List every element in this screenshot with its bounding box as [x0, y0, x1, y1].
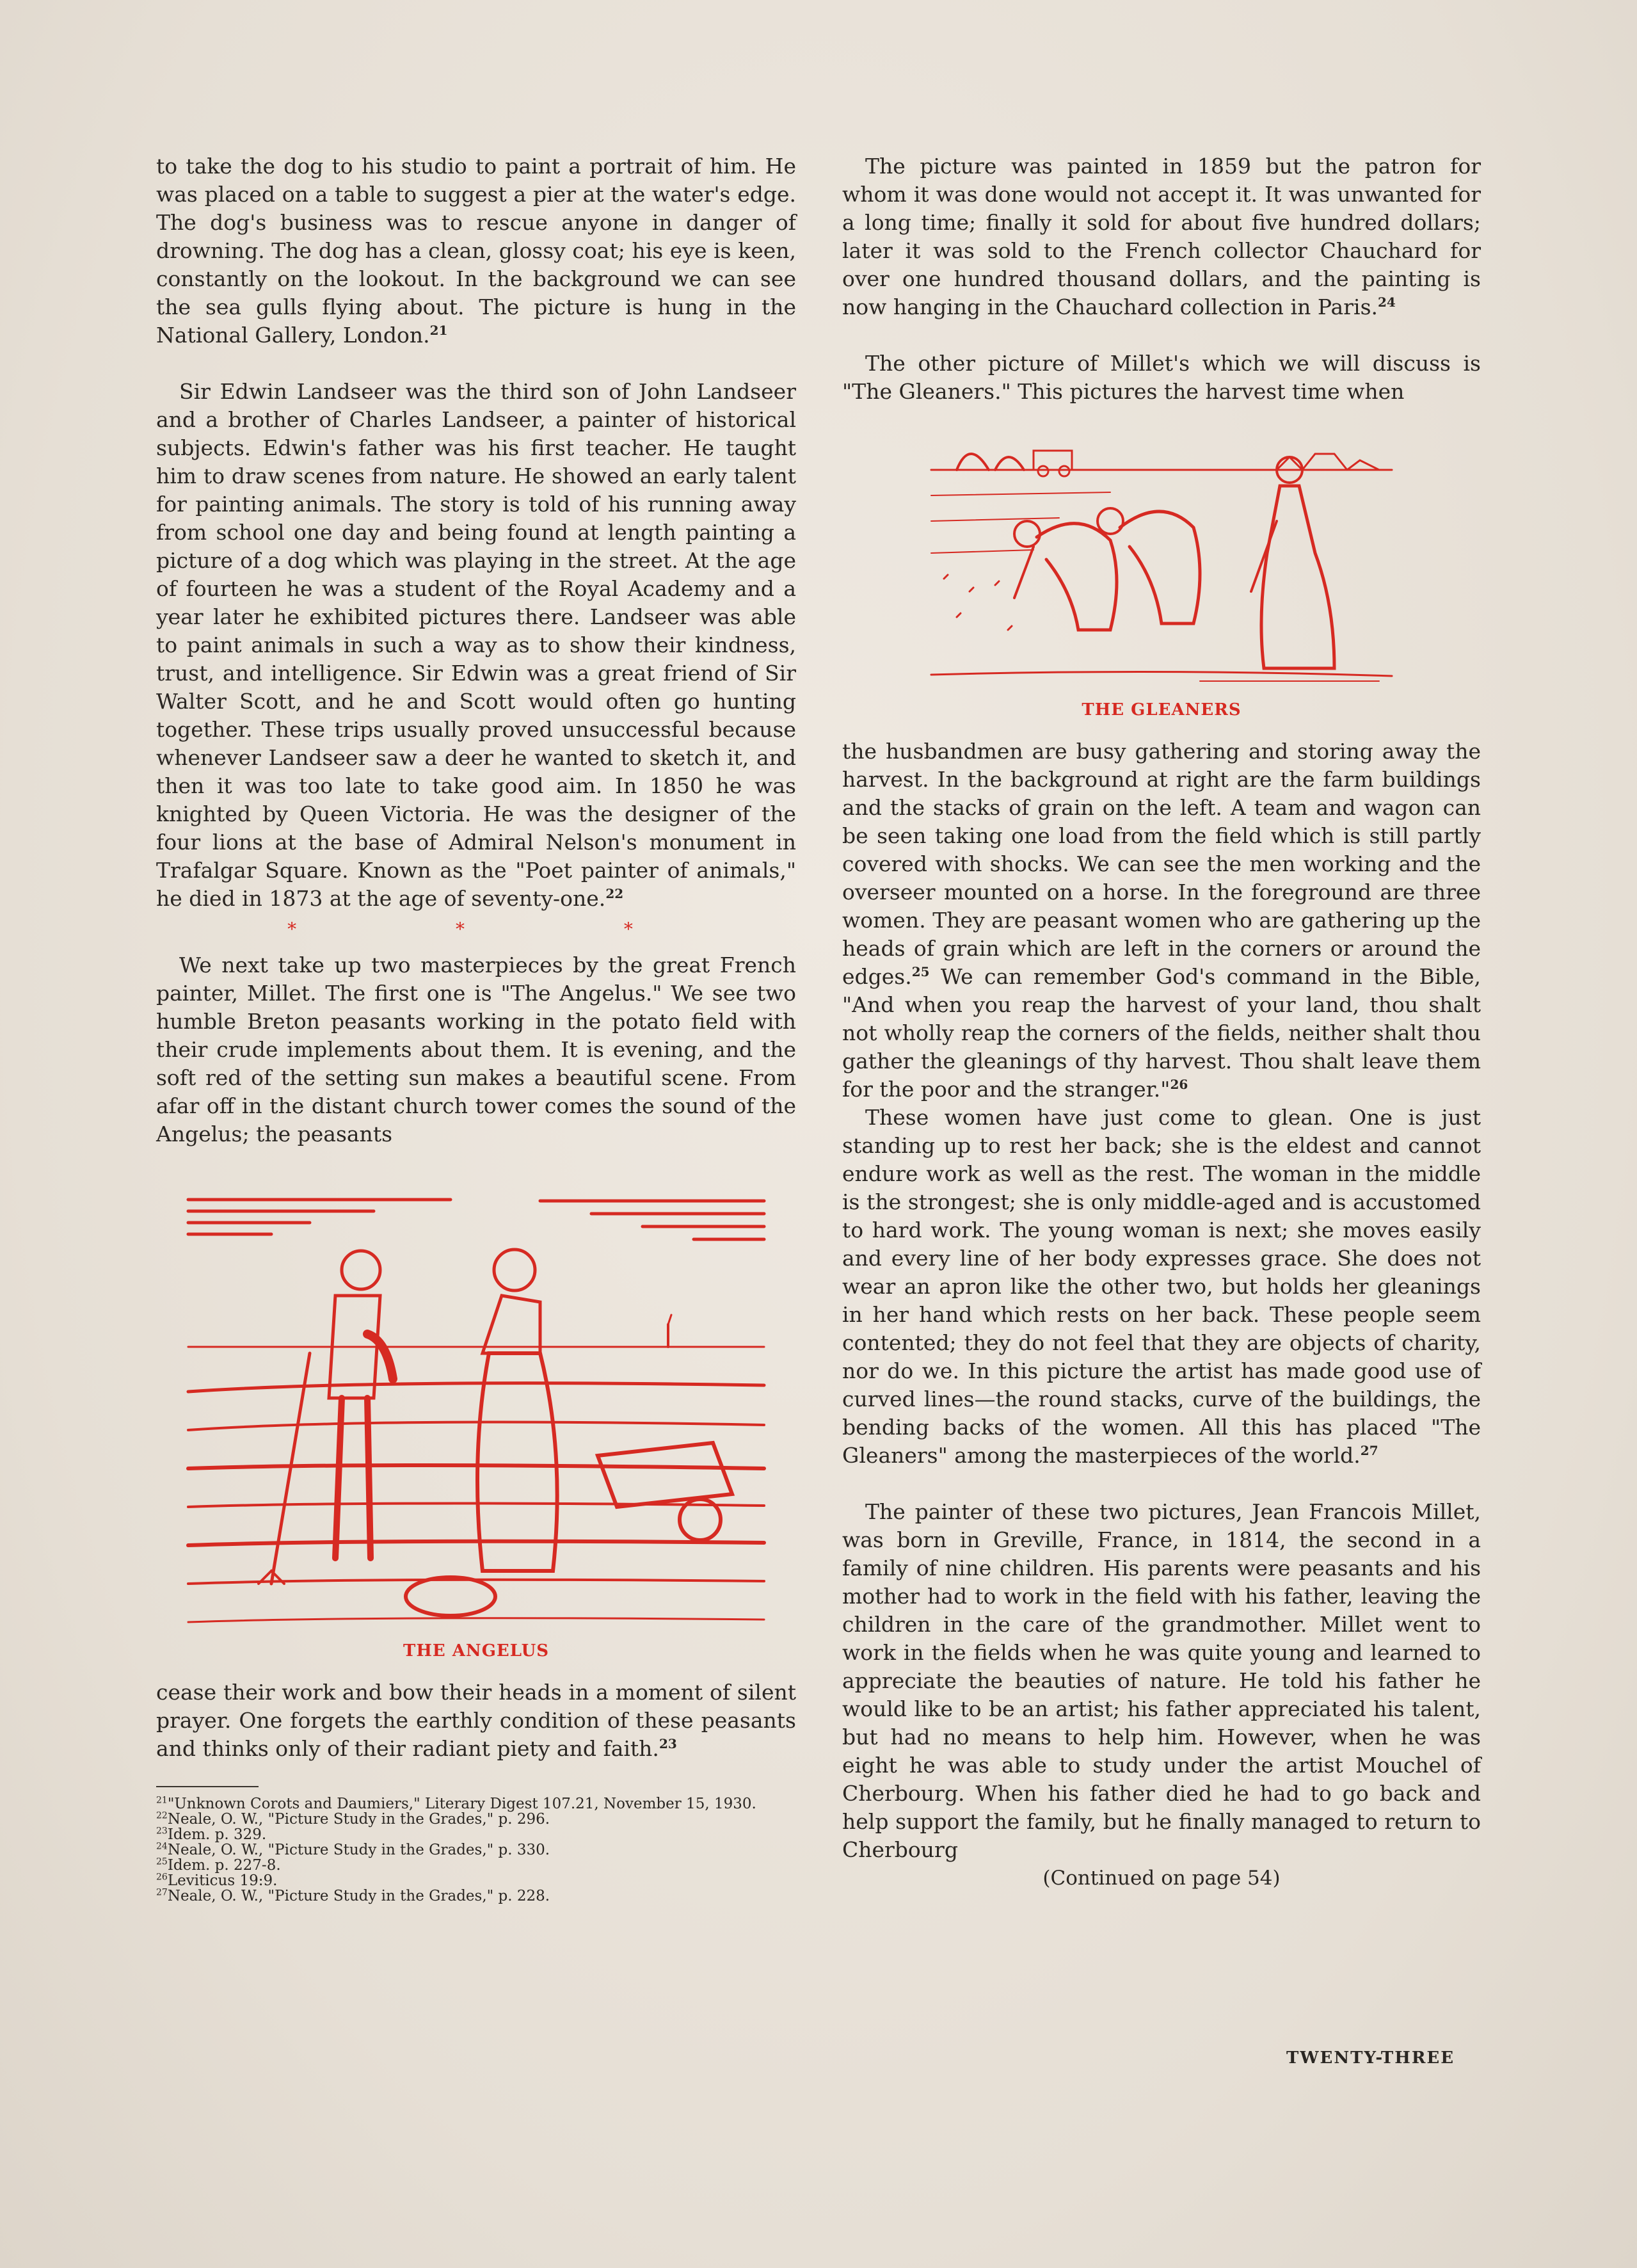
gleaners-caption: THE GLEANERS — [1082, 700, 1242, 720]
footnote-ref: 22 — [605, 886, 624, 901]
continued-note: (Continued on page 54) — [1042, 1867, 1281, 1890]
paragraph-gleaners-description: the husbandmen are busy gathering and storing away the harvest. In the background at right are the farm buildings and the stacks of grain on the left. A team and wagon can be seen taking one load from the field which is still partly covered with shocks. We can see the men working and the overseer mounted on a horse. In the foreground are three women. They are peasant women who are gathering up the heads of grain which are left in the corners or around the edges.$^{25}$ We can remember God's command in the Bible, "And when you reap the harvest of your land, thou shalt not wholly reap the corners of the fields, neither shalt thou gather the gleanings of thy harvest. Thou shalt leave them for the poor and the stranger."$^{26}$ — [842, 739, 1481, 1102]
footnote: $^{27}$Neale, O. W., "Picture Study in the Grades," p. 228. — [156, 1887, 550, 1904]
footnote-ref: 25 — [911, 964, 930, 979]
right-column — [842, 152, 1481, 1891]
paragraph-millet-bio: The painter of these two pictures, Jean Francois Millet, was born in Greville, France, in 1814, the second in a family of nine children. His parents were peasants and his mother had to work in the field with his father, leaving the children in the care of the grandmother. Millet went to work in the fields when he was quite young and learned to appreciate the beauties of nature. He told his father he would like to be an artist; his father appreciated his talent, but had no means to help him. However, when he was eight he was able to study under the artist Mouchel of Cherbourg. When his father died he had to go back and help support the family, but he finally managed to return to Cherbourg — [842, 1499, 1481, 1862]
footnote-ref: 21 — [429, 323, 448, 338]
paragraph-angelus-conclusion: cease their work and bow their heads in a moment of silent prayer. One forgets the earthly condition of these peasants and thinks only of their radiant piety and faith.$^{23}$ — [156, 1680, 796, 1761]
angelus-illustration — [182, 1187, 771, 1635]
paragraph-angelus-sale: The picture was painted in 1859 but the patron for whom it was done would not accept it. It was unwanted for a long time; finally it sold for about five hundred dollars; later it was sold to the French collector Chauchard for over one hundred thousand dollars, and the painting is now hanging in the Chauchard collection in Paris.$^{24}$ — [842, 154, 1481, 319]
footnote-ref: 27 — [1360, 1443, 1378, 1458]
paragraph-dog-portrait: to take the dog to his studio to paint a portrait of him. He was placed on a table to suggest a pier at the water's edge. The dog's business was to rescue anyone in danger of drowning. The dog has a clean, glossy coat; his eye is keen, constantly on the lookout. In the background we can see the sea gulls flying about. The picture is hung in the National Gallery, London.$^{21}$ — [156, 154, 796, 348]
footnote-ref: 23 — [659, 1736, 677, 1751]
gleaners-drawing — [918, 425, 1405, 694]
angelus-drawing — [182, 1187, 771, 1635]
section-divider-stars: * * * — [287, 919, 710, 940]
paragraph-gleaners-intro: The other picture of Millet's which we will discuss is "The Gleaners." This pictures the harvest time when — [842, 351, 1481, 404]
footnote-rule — [156, 1786, 259, 1787]
angelus-caption: THE ANGELUS — [403, 1641, 550, 1661]
page-number: TWENTY-THREE — [1286, 2048, 1455, 2068]
paragraph-angelus-intro: We next take up two masterpieces by the great French painter, Millet. The first one is "The Angelus." We see two humble Breton peasants working in the potato field with their crude implements about them. It is evening, and the soft red of the setting sun makes a beautiful scene. From afar off in the distant church tower comes the sound of the Angelus; the peasants — [156, 953, 796, 1146]
footnote: $^{26}$Leviticus 19:9. — [156, 1872, 278, 1889]
paragraph-gleaners-women: These women have just come to glean. One is just standing up to rest her back; she is the eldest and cannot endure work as well as the rest. The woman in the middle is the strongest; she is only middle-aged and is accustomed to hard work. The young woman is next; she moves easily and every line of her body expresses grace. She does not wear an apron like the other two, but holds her gleanings in her hand which rests on her back. These people seem contented; they do not feel that they are objects of charity, nor do we. In this picture the artist has made good use of curved lines—the round stacks, curve of the buildings, the bending backs of the women. All this has placed "The Gleaners" among the masterpieces of the world.$^{27}$ — [842, 1105, 1481, 1468]
left-column — [156, 152, 796, 1904]
footnote: $^{21}$"Unknown Corots and Daumiers," Literary Digest 107.21, November 15, 1930. — [156, 1795, 756, 1812]
footnotes — [156, 1796, 796, 1904]
footnote-ref: 24 — [1378, 294, 1396, 310]
footnote: $^{25}$Idem. p. 227-8. — [156, 1856, 281, 1874]
footnote: $^{23}$Idem. p. 329. — [156, 1826, 267, 1843]
footnote-ref: 26 — [1170, 1077, 1188, 1092]
gleaners-illustration — [918, 425, 1405, 694]
footnote: $^{24}$Neale, O. W., "Picture Study in the Grades," p. 330. — [156, 1841, 550, 1858]
paragraph-landseer-bio: Sir Edwin Landseer was the third son of John Landseer and a brother of Charles Landseer, a painter of historical subjects. Edwin's father was his first teacher. He taught him to draw scenes from nature. He showed an early talent for painting animals. The story is told of his running away from school one day and being found at length painting a picture of a dog which was playing in the street. At the age of fourteen he was a student of the Royal Academy and a year later he exhibited pictures there. Landseer was able to paint animals in such a way as to show their kindness, trust, and intelligence. Sir Edwin was a great friend of Sir Walter Scott, and he and Scott would often go hunting together. These trips usually proved unsuccessful because whenever Landseer saw a deer he wanted to sketch it, and then it was too late to take good aim. In 1850 he was knighted by Queen Victoria. He was the designer of the four lions at the base of Admiral Nelson's monument in Trafalgar Square. Known as the "Poet painter of animals," he died in 1873 at the age of seventy-one.$^{22}$ — [156, 379, 796, 911]
footnote: $^{22}$Neale, O. W., "Picture Study in the Grades," p. 296. — [156, 1810, 550, 1828]
